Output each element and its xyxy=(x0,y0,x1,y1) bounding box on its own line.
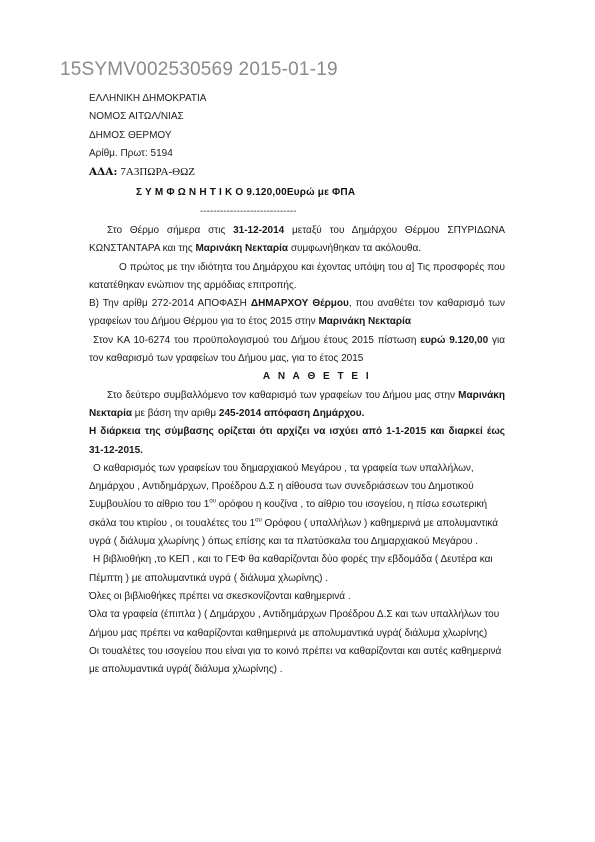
paragraph-offers: Ο πρώτος με την ιδιότητα του Δημάρχου και έχοντας υπόψη του α] Τις προσφορές που κατατέθηκαν ενώπιον της αρμόδιας επιτροπής. xyxy=(89,261,505,291)
paragraph-bookcases: Όλες οι βιβλιοθήκες πρέπει να σκεσκονίζονται καθημερινά . xyxy=(89,590,351,602)
header-country: ΕΛΛΗΝΙΚΗ ΔΗΜΟΚΡΑΤΙΑ xyxy=(89,93,207,104)
paragraph-offices: Όλα τα γραφεία (έπιπλα ) ( Δημάρχου , Αντιδημάρχων Προέδρου Δ.Σ και των υπαλλήλων του Δήμου μας πρέπει να καθαρίζονται καθημερινά με απολυμαντικά υγρά( διάλυμα χλωρίνης) xyxy=(89,609,500,639)
ada-label: ΑΔΑ: xyxy=(89,166,118,178)
paragraph-toilets: Οι τουαλέτες του ισογείου που είναι για το κοινό πρέπει να καθαρίζονται και αυτές καθημερινά με απολυμαντικά υγρά( διάλυμα χλωρίνης) . xyxy=(89,645,502,676)
paragraph-parties: Στο Θέρμο σήμερα στις 31-12-2014 μεταξύ του Δημάρχου Θέρμου ΣΠΥΡΙΔΩΝΑ ΚΩΝΣΤΑΝΤΑΡΑ και της Μαρινάκη Νεκταρία συμφωνήθηκαν τα ακόλουθα. xyxy=(89,225,505,255)
ada-line xyxy=(89,166,195,178)
ada-code: 7Α3ΠΩΡΑ-ΘΩΖ xyxy=(120,166,196,178)
contract-body xyxy=(89,222,505,679)
document-stamp: 15SYMV002530569 2015-01-19 xyxy=(60,59,338,80)
paragraph-cleaning-scope: Ο καθαρισμός των γραφείων του δημαρχιακού Μεγάρου , τα γραφεία των υπαλλήλων, Δημάρχου , Αντιδημάρχων, Προέδρου Δ.Σ η αίθουσα των συνεδριάσεων του Δημοτικού Συμβουλίου το αίθριο του $1^{o\upsilon}$ ορόφου η κουζίνα , το αίθριο του ισογείου, η πίσω εσωτερική σκάλα του κτιρίου , οι τουαλέτες του $1^{o\upsilon}$ Ορόφου ( υπαλλήλων ) καθημερινά με απολυμαντικά υγρά ( διάλυμα χλωρίνης ) όπως επίσης και τα πλατύσκαλα του Δημαρχιακού Μεγάρου . xyxy=(89,462,499,548)
paragraph-duration: Η διάρκεια της σύμβασης ορίζεται ότι αρχίζει να ισχύει από 1-1-2015 και διαρκεί έως 31-12-2015. xyxy=(89,426,505,456)
paragraph-budget: Στον ΚΑ 10-6274 του προϋπολογισμού του Δήμου έτους 2015 πίστωση ευρώ 9.120,00 για τον καθαρισμό των γραφείων του Δήμου μας, για το έτος 2015 xyxy=(89,334,506,365)
header-municipality: ΔΗΜΟΣ ΘΕΡΜΟΥ xyxy=(89,130,172,141)
header-protocol-number: Αρίθμ. Πρωτ: 5194 xyxy=(89,148,173,159)
header-prefecture: ΝΟΜΟΣ ΑΙΤΩΛ/ΝΙΑΣ xyxy=(89,111,184,122)
assigns-heading: Α Ν Α Θ Ε Τ Ε Ι xyxy=(262,371,372,383)
contract-title: Σ Υ Μ Φ Ω Ν Η Τ Ι Κ Ο 9.120,00Ευρώ με ΦΠΑ xyxy=(136,187,356,198)
paragraph-assignment: Στο δεύτερο συμβαλλόμενο τον καθαρισμό των γραφείων του Δήμου μας στην Μαρινάκη Νεκταρία με βάση την αριθμ 245-2014 απόφαση Δημάρχου. xyxy=(89,389,505,419)
title-separator: ----------------------------- xyxy=(200,206,297,217)
paragraph-decision: Β) Την αρίθμ 272-2014 ΑΠΟΦΑΣΗ ΔΗΜΑΡΧΟΥ Θέρμου, που αναθέτει τον καθαρισμό των γραφείων του Δήμου Θέρμου για το έτος 2015 στην Μαρινάκη Νεκταρία xyxy=(89,298,505,328)
paragraph-library-kep: Η βιβλιοθήκη ,το ΚΕΠ , και το ΓΕΦ θα καθαρίζονται δύο φορές την εβδομάδα ( Δευτέρα και Πέμπτη ) με απολυμαντικά υγρά ( διάλυμα χλωρίνης) . xyxy=(89,554,493,584)
